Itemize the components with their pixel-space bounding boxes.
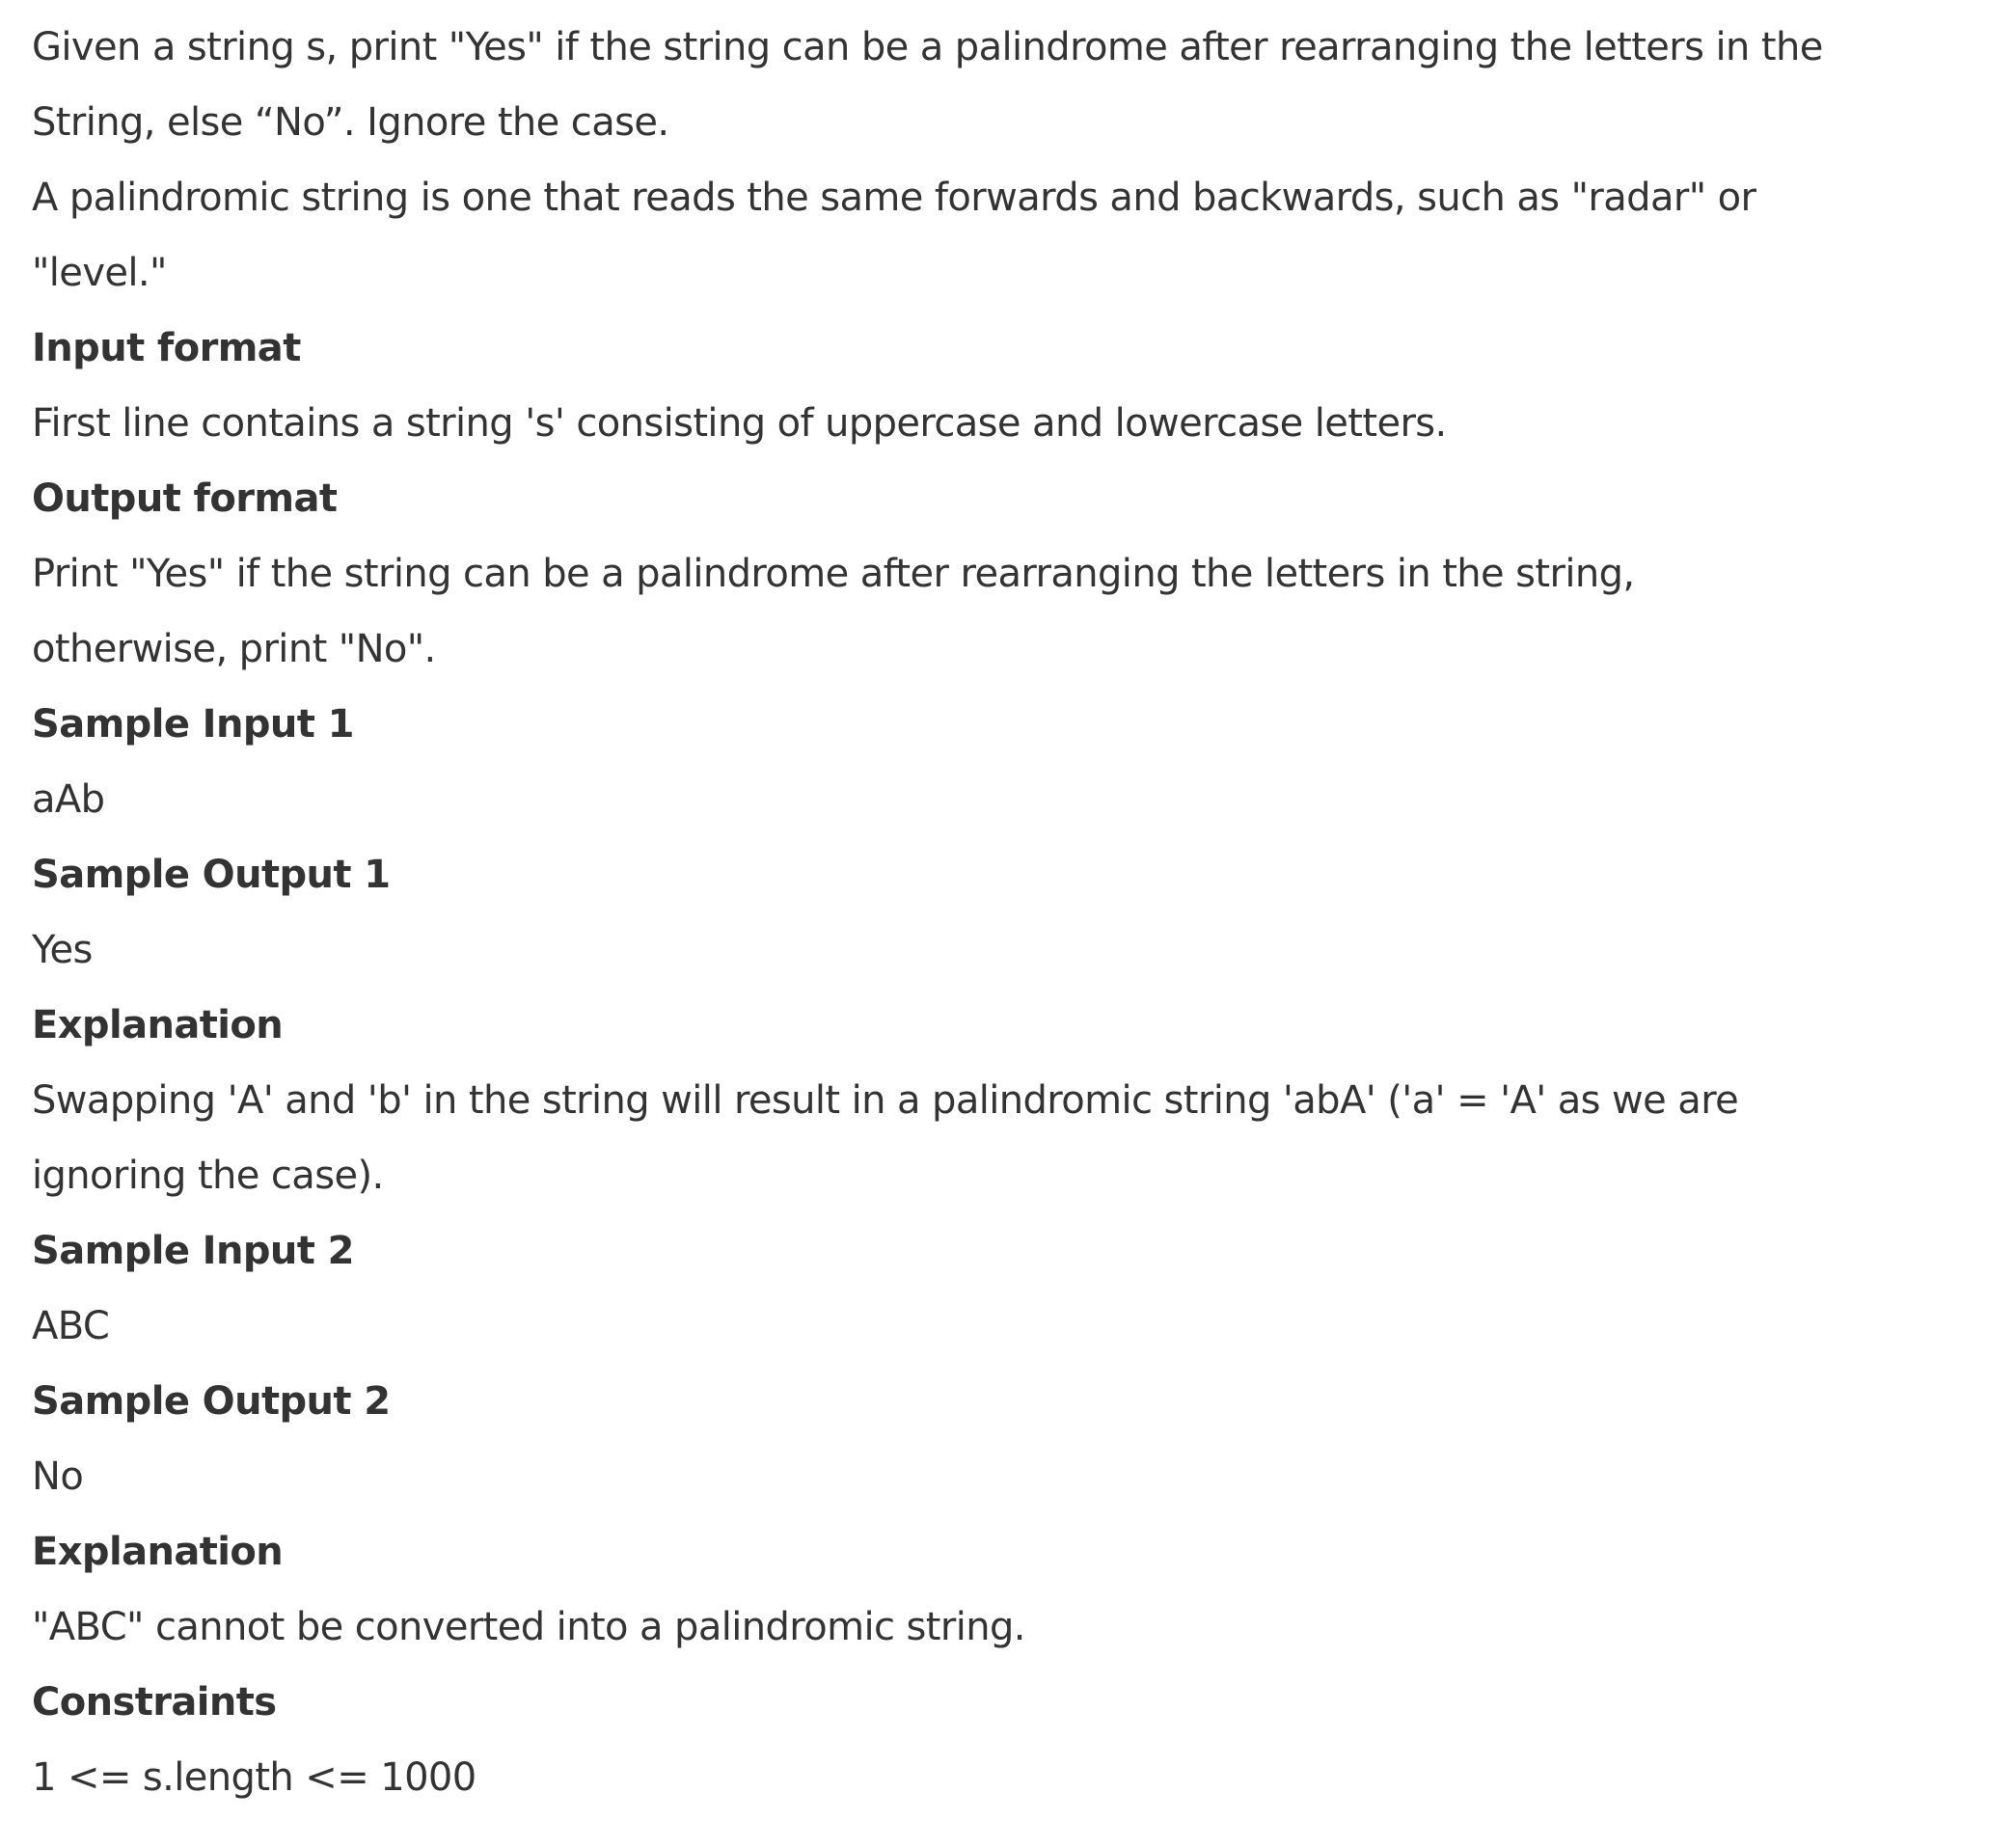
- explanation-2-heading: Explanation: [32, 1530, 284, 1574]
- sample-output-1: Yes: [32, 928, 93, 972]
- output-format-text: otherwise, print "No".: [32, 627, 436, 671]
- constraints-heading: Constraints: [32, 1680, 277, 1725]
- description-line: "level.": [32, 251, 167, 295]
- explanation-1-heading: Explanation: [32, 1003, 284, 1047]
- input-format-heading: Input format: [32, 326, 301, 370]
- explanation-2-text: "ABC" cannot be converted into a palindromic string.: [32, 1605, 1025, 1649]
- constraints-text: 1 <= s.length <= 1000: [32, 1755, 476, 1800]
- description-line: String, else “No”. Ignore the case.: [32, 100, 669, 145]
- sample-input-2: ABC: [32, 1304, 110, 1348]
- sample-input-2-heading: Sample Input 2: [32, 1229, 354, 1273]
- sample-output-2-heading: Sample Output 2: [32, 1379, 391, 1424]
- sample-input-1: aAb: [32, 777, 105, 822]
- description-line: Given a string s, print "Yes" if the string can be a palindrome after rearranging the letters in the: [32, 25, 1823, 69]
- output-format-heading: Output format: [32, 476, 338, 521]
- sample-output-1-heading: Sample Output 1: [32, 853, 391, 897]
- description-line: A palindromic string is one that reads the same forwards and backwards, such as "radar" or: [32, 176, 1756, 220]
- sample-input-1-heading: Sample Input 1: [32, 702, 354, 747]
- explanation-1-text: Swapping 'A' and 'b' in the string will result in a palindromic string 'abA' ('a' = 'A' as we are: [32, 1078, 1739, 1123]
- output-format-text: Print "Yes" if the string can be a palindrome after rearranging the letters in the string,: [32, 552, 1635, 596]
- explanation-1-text: ignoring the case).: [32, 1154, 384, 1198]
- input-format-text: First line contains a string 's' consisting of uppercase and lowercase letters.: [32, 401, 1447, 446]
- sample-output-2: No: [32, 1454, 84, 1499]
